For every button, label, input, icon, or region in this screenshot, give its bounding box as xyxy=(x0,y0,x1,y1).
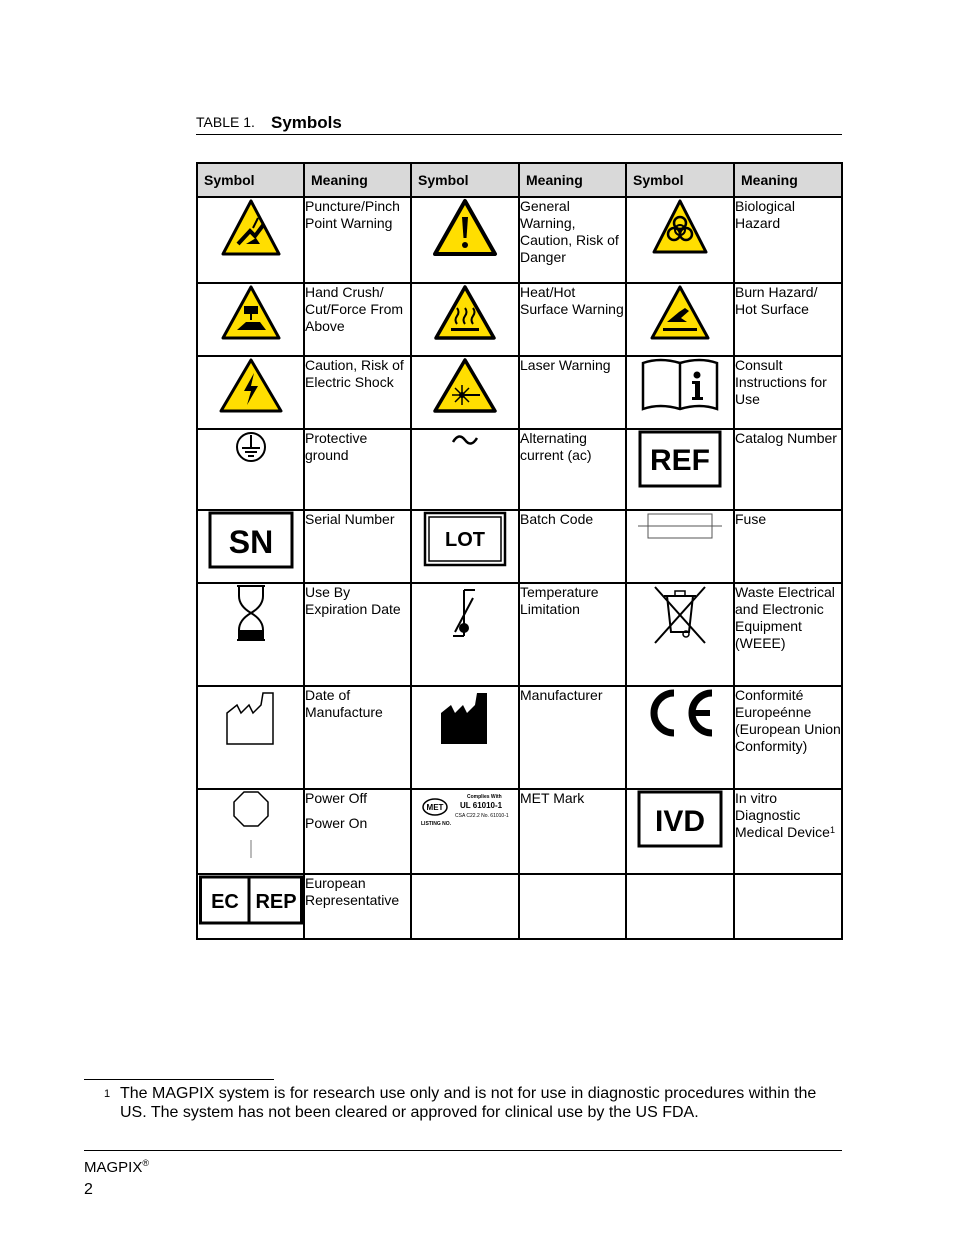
lot-icon xyxy=(423,511,507,567)
header-symbol: Symbol xyxy=(626,163,734,197)
meaning-cell: Batch Code xyxy=(519,510,626,583)
symbol-cell xyxy=(626,789,734,874)
ec-text: EC xyxy=(210,891,239,913)
product-name: MAGPIX xyxy=(84,1159,143,1176)
symbol-cell xyxy=(411,356,519,429)
meaning-cell: Manufacturer xyxy=(519,686,626,789)
symbol-cell xyxy=(197,789,304,874)
electric-shock-icon xyxy=(218,357,284,415)
symbol-cell xyxy=(197,197,304,283)
symbol-cell xyxy=(626,583,734,686)
symbol-cell xyxy=(197,874,304,939)
table-row xyxy=(197,510,842,583)
footnote-text: The MAGPIX system is for research use only and is not for use in diagnostic procedures within the US. The system has not been cleared or approved for clinical use by the US FDA. xyxy=(120,1085,817,1121)
hourglass-icon xyxy=(234,584,268,642)
meaning-cell: European Representative xyxy=(304,874,411,939)
table-row xyxy=(197,583,842,686)
alternating-current-icon xyxy=(450,430,480,450)
meaning-cell: Hand Crush/ Cut/Force From Above xyxy=(304,283,411,356)
footer-divider xyxy=(84,1150,842,1151)
meaning-cell xyxy=(304,789,411,874)
footnote-divider xyxy=(84,1079,274,1080)
sn-icon-text: SN xyxy=(228,524,273,560)
symbol-cell xyxy=(411,283,519,356)
met-ul-text: UL 61010-1 xyxy=(460,801,503,810)
meaning-cell: Consult Instructions for Use xyxy=(734,356,842,429)
protective-ground-icon xyxy=(234,430,268,464)
ref-icon xyxy=(638,430,722,488)
symbol-cell xyxy=(197,510,304,583)
temperature-limit-icon xyxy=(443,584,487,642)
symbol-cell xyxy=(626,874,734,939)
met-complies-text: Complies With xyxy=(467,794,502,800)
page-number: 2 xyxy=(84,1181,93,1198)
ref-icon-text: REF xyxy=(650,444,710,477)
table-row xyxy=(197,356,842,429)
power-off-label: Power Off xyxy=(305,790,367,806)
symbol-cell xyxy=(197,686,304,789)
meaning-cell: Caution, Risk of Electric Shock xyxy=(304,356,411,429)
meaning-cell: Protective ground xyxy=(304,429,411,510)
power-on-label: Power On xyxy=(305,815,368,831)
symbol-cell xyxy=(411,789,519,874)
symbol-cell xyxy=(411,429,519,510)
symbol-cell xyxy=(411,686,519,789)
footer-product xyxy=(84,1158,149,1176)
ec-rep-icon xyxy=(199,875,303,925)
serial-number-icon xyxy=(208,511,294,569)
symbol-cell xyxy=(411,583,519,686)
fuse-icon xyxy=(638,511,722,541)
consult-instructions-icon xyxy=(640,357,720,413)
meaning-cell: Date of Manufacture xyxy=(304,686,411,789)
symbols-table xyxy=(196,162,843,940)
header-meaning: Meaning xyxy=(519,163,626,197)
met-mark-text: MET xyxy=(426,803,444,812)
table-title: Symbols xyxy=(271,113,342,132)
footnote-number: 1 xyxy=(104,1088,111,1100)
symbol-cell xyxy=(626,510,734,583)
table-row xyxy=(197,429,842,510)
manufacturer-icon xyxy=(438,687,492,747)
met-mark-icon xyxy=(419,790,511,830)
symbol-cell xyxy=(411,874,519,939)
symbol-cell xyxy=(197,429,304,510)
header-symbol: Symbol xyxy=(411,163,519,197)
table-caption xyxy=(196,110,842,135)
date-of-manufacture-icon xyxy=(224,687,278,747)
meaning-cell: Heat/Hot Surface Warning xyxy=(519,283,626,356)
table-row xyxy=(197,197,842,283)
hot-surface-icon xyxy=(433,284,497,342)
table-header-row xyxy=(197,163,842,197)
puncture-pinch-warning-icon xyxy=(220,198,282,258)
symbol-cell xyxy=(626,356,734,429)
meaning-cell: General Warning, Caution, Risk of Danger xyxy=(519,197,626,283)
ivd-icon xyxy=(637,790,723,848)
table-row xyxy=(197,686,842,789)
symbol-cell xyxy=(197,356,304,429)
meaning-cell: MET Mark xyxy=(519,789,626,874)
meaning-cell: Biological Hazard xyxy=(734,197,842,283)
meaning-cell: Burn Hazard/ Hot Surface xyxy=(734,283,842,356)
symbol-cell xyxy=(197,583,304,686)
symbol-cell xyxy=(626,283,734,356)
meaning-cell xyxy=(519,874,626,939)
biohazard-icon xyxy=(651,198,709,256)
header-symbol: Symbol xyxy=(197,163,304,197)
symbol-cell xyxy=(411,197,519,283)
meaning-cell: Use By Expiration Date xyxy=(304,583,411,686)
symbol-cell xyxy=(411,510,519,583)
rep-text: REP xyxy=(254,891,297,913)
ivd-meaning: In vitro Diagnostic Medical Device xyxy=(735,790,830,840)
laser-warning-icon xyxy=(432,357,498,415)
met-listing-text: LISTING NO. xyxy=(421,821,451,827)
trademark-symbol: ® xyxy=(142,1158,149,1168)
meaning-cell: Serial Number xyxy=(304,510,411,583)
meaning-cell xyxy=(734,874,842,939)
table-row xyxy=(197,789,842,874)
footnote-ref: 1 xyxy=(829,825,835,835)
meaning-cell: Waste Electrical and Electronic Equipment (WEEE) xyxy=(734,583,842,686)
meaning-cell xyxy=(734,789,842,874)
table-row xyxy=(197,874,842,939)
ivd-icon-text: IVD xyxy=(654,805,706,838)
meaning-cell: Puncture/Pinch Point Warning xyxy=(304,197,411,283)
symbol-cell xyxy=(626,429,734,510)
meaning-cell: Alternating current (ac) xyxy=(519,429,626,510)
meaning-cell: Conformité Europeénne (European Union Conformity) xyxy=(734,686,842,789)
symbol-cell xyxy=(197,283,304,356)
burn-hazard-icon xyxy=(649,284,711,342)
table-row xyxy=(197,283,842,356)
header-meaning: Meaning xyxy=(734,163,842,197)
power-icon xyxy=(231,790,271,860)
general-warning-icon xyxy=(432,198,498,258)
symbol-cell xyxy=(626,197,734,283)
header-meaning: Meaning xyxy=(304,163,411,197)
meaning-cell: Fuse xyxy=(734,510,842,583)
ce-mark-icon xyxy=(640,687,720,739)
hand-crush-icon xyxy=(220,284,282,342)
met-csa-text: CSA C22.2 No. 61010-1 xyxy=(455,813,509,819)
symbol-cell xyxy=(626,686,734,789)
meaning-cell: Temperature Limitation xyxy=(519,583,626,686)
meaning-cell: Catalog Number xyxy=(734,429,842,510)
lot-icon-text: LOT xyxy=(445,529,485,551)
meaning-cell: Laser Warning xyxy=(519,356,626,429)
table-label: TABLE 1. xyxy=(196,114,255,130)
weee-bin-icon xyxy=(652,584,708,646)
